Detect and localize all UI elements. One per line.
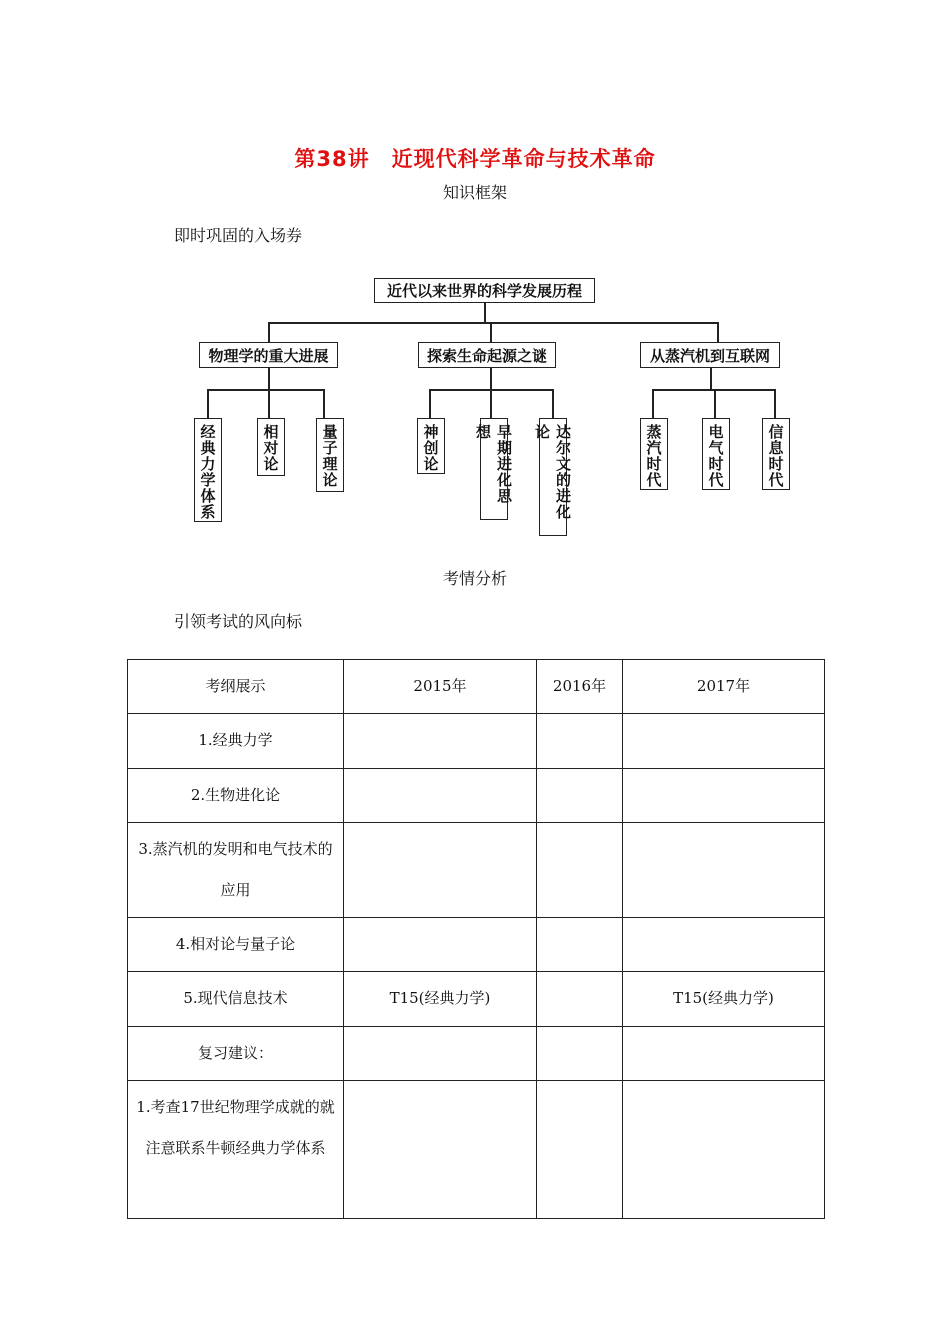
table-cell [623,823,825,918]
table-cell [344,714,537,769]
table-row [128,972,825,1027]
table-cell: 4.相对论与量子论 [128,918,344,972]
connector-line [710,367,712,390]
section-subheading-entry-ticket: 即时巩固的入场券 [174,226,303,245]
connector-line [323,389,325,419]
table-row [128,918,825,972]
table-cell [344,769,537,823]
table-cell: 1.考查17世纪物理学成就的就注意联系牛顿经典力学体系 [128,1081,344,1219]
connector-line [268,322,270,342]
diagram-leaf-electric-age: 电气时代 [702,418,730,490]
diagram-leaf-relativity: 相对论 [257,418,285,476]
connector-line [714,389,716,419]
table-header-cell: 考纲展示 [128,660,344,714]
table-cell [344,1081,537,1219]
connector-line [552,389,554,419]
connector-line [774,389,776,419]
diagram-leaf-steam-age: 蒸汽时代 [640,418,668,490]
table-row [128,714,825,769]
table-cell [623,714,825,769]
table-cell [623,1081,825,1219]
table-cell: T15(经典力学) [623,972,825,1027]
connector-line [207,389,324,391]
table-cell [537,769,623,823]
connector-line [490,389,492,419]
connector-line [717,322,719,342]
diagram-leaf-quantum-theory: 量子理论 [316,418,344,492]
table-cell [537,714,623,769]
concept-diagram [0,0,950,600]
connector-line [268,389,270,419]
diagram-leaf-darwin-evolution: 达尔文的进化论 [539,418,567,536]
table-cell: 复习建议： [128,1027,344,1081]
table-cell [344,918,537,972]
page-title: 第38讲 近现代科学革命与技术革命 [294,147,656,171]
connector-line [484,302,486,323]
table-header-cell: 2016年 [537,660,623,714]
connector-line [652,389,654,419]
table-cell: 2.生物进化论 [128,769,344,823]
diagram-branch-life-origin: 探索生命起源之谜 [418,342,556,368]
section-heading-exam-analysis: 考情分析 [442,569,507,588]
table-row [128,769,825,823]
table-cell [344,823,537,918]
table-header-cell: 2017年 [623,660,825,714]
table-cell: 3.蒸汽机的发明和电气技术的应用 [128,823,344,918]
table-row [128,1027,825,1081]
diagram-leaf-early-evolution: 早期进化思想 [480,418,508,520]
diagram-leaf-information-age: 信息时代 [762,418,790,490]
exam-analysis-table [127,659,825,1219]
table-cell [623,1027,825,1081]
table-cell [537,1027,623,1081]
table-cell [537,1081,623,1219]
connector-line [429,389,431,419]
table-header-cell: 2015年 [344,660,537,714]
diagram-leaf-classical-mechanics: 经典力学体系 [194,418,222,522]
table-row [128,1081,825,1219]
diagram-branch-physics: 物理学的重大进展 [199,342,338,368]
table-cell [623,918,825,972]
table-cell [537,972,623,1027]
table-header-row [128,660,825,714]
diagram-root-node: 近代以来世界的科学发展历程 [374,278,595,303]
table-cell [623,769,825,823]
table-row [128,823,825,918]
diagram-branch-technology: 从蒸汽机到互联网 [640,342,780,368]
diagram-leaf-creationism: 神创论 [417,418,445,474]
table-cell: 5.现代信息技术 [128,972,344,1027]
connector-line [490,367,492,390]
section-subheading-exam-guide: 引领考试的风向标 [174,612,303,631]
table-cell [537,918,623,972]
connector-line [268,367,270,390]
table-cell: T15(经典力学) [344,972,537,1027]
table-cell: 1.经典力学 [128,714,344,769]
table-cell [344,1027,537,1081]
section-heading-knowledge-framework: 知识框架 [442,183,507,202]
connector-line [490,322,492,342]
connector-line [268,322,718,324]
table-cell [537,823,623,918]
connector-line [207,389,209,419]
